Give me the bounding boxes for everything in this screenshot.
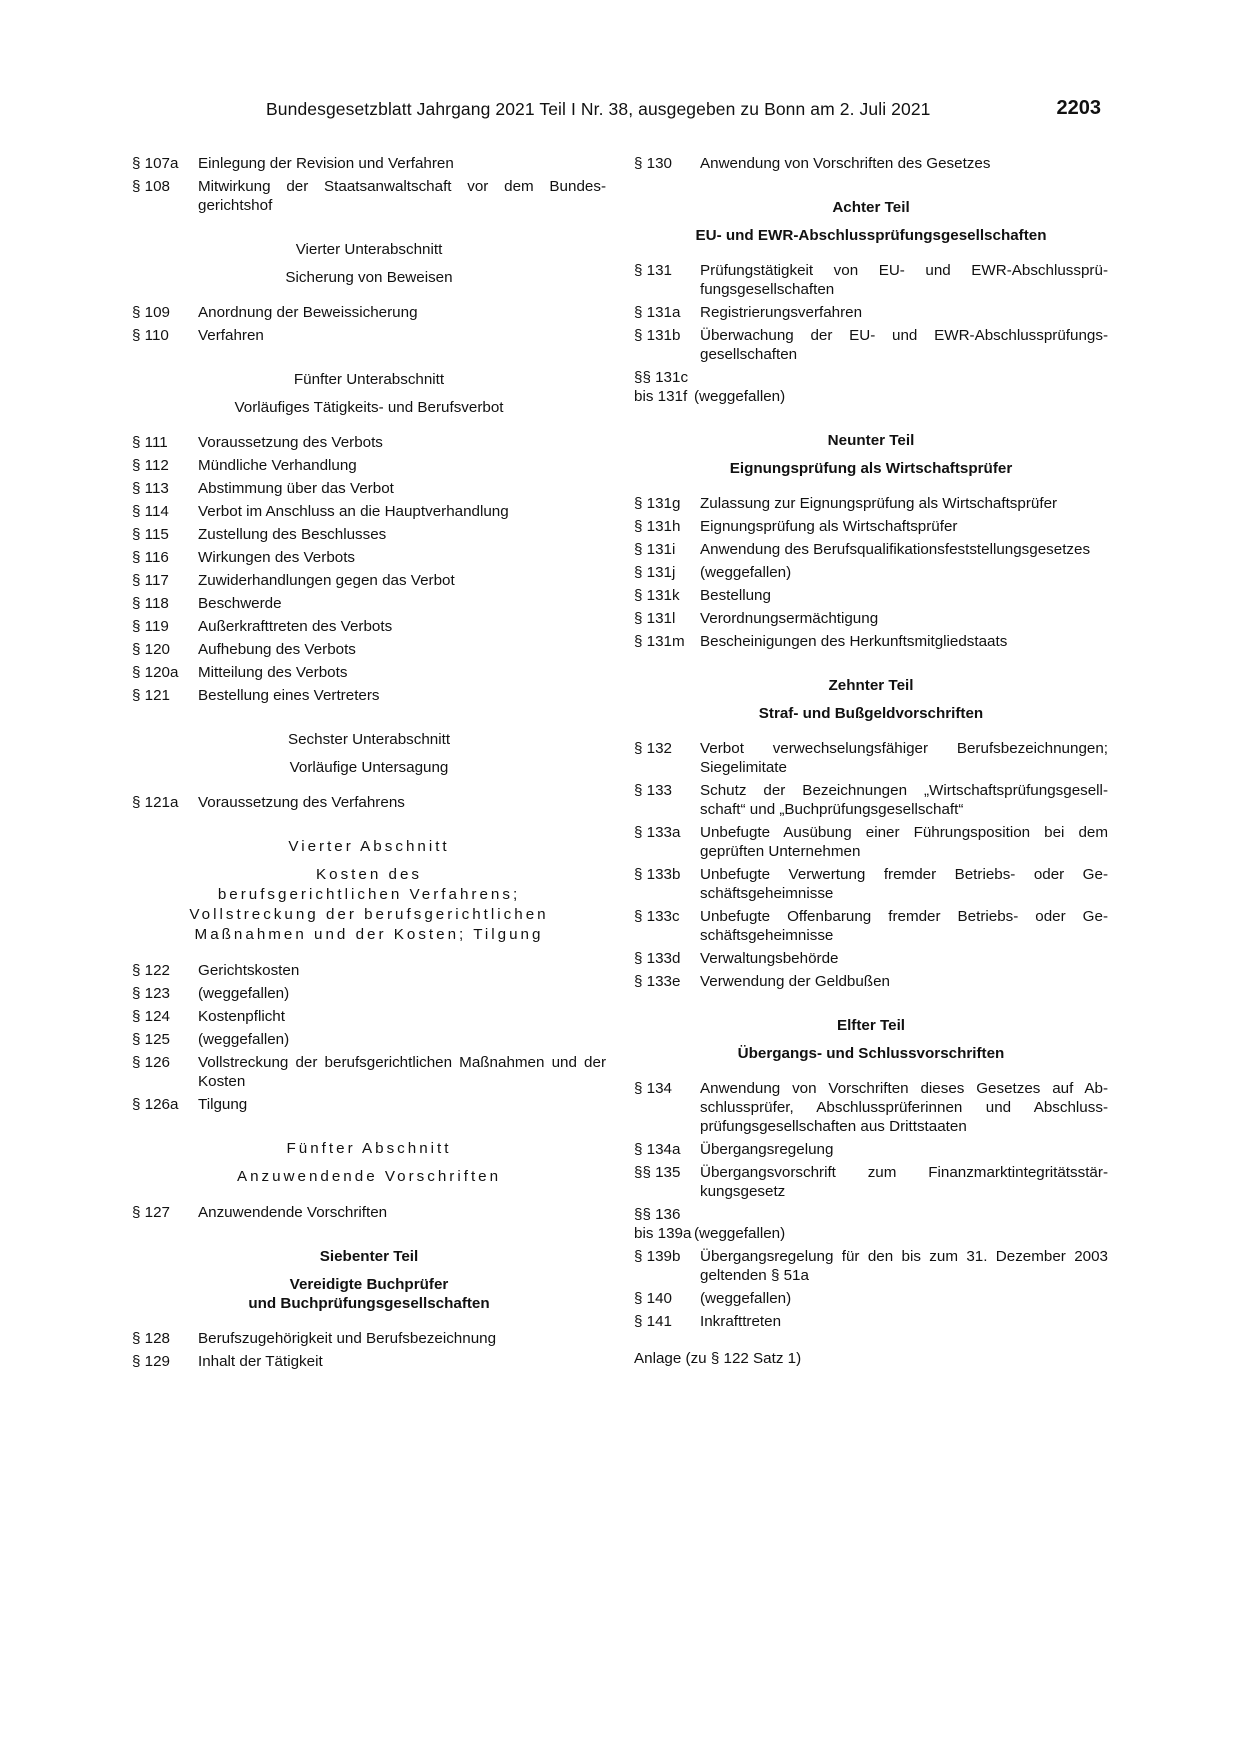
toc-group: [634, 1079, 1108, 1201]
part-title: Straf- und Bußgeldvorschriften: [758, 705, 984, 722]
section-title-text: Voraussetzung des Verbots: [198, 434, 383, 451]
toc-entry: [132, 525, 606, 544]
section-title-text: Zulassung zur Eignungsprüfung als Wirtschaftsprüfer: [700, 495, 1058, 512]
section-number: § 121a: [132, 794, 179, 811]
section-number: § 140: [634, 1290, 673, 1307]
section-number: § 131a: [634, 304, 681, 321]
section-number: § 134: [634, 1080, 673, 1097]
part-label: Zehnter Teil: [828, 677, 914, 694]
range-number: bis 139a: [634, 1225, 692, 1242]
section-number: § 131h: [634, 518, 681, 535]
section-number: § 117: [132, 572, 169, 589]
toc-entry: [634, 1140, 1108, 1159]
section-number: § 128: [132, 1330, 171, 1347]
part-title: Übergangs- und Schlussvorschriften: [737, 1045, 1005, 1062]
toc-entry: [132, 177, 606, 215]
section-title-text: Mündliche Verhandlung: [198, 457, 357, 474]
subsection-label: Sechster Unterabschnitt: [287, 731, 451, 748]
toc-entry: [634, 739, 1108, 777]
section-title-text: Registrierungsverfahren: [700, 304, 863, 321]
toc-entry: [634, 972, 1108, 991]
section-title-text: Tilgung: [198, 1096, 248, 1113]
section-title-text: Verordnungsermächtigung: [700, 610, 879, 627]
section-number: § 131j: [634, 564, 676, 581]
section-number: § 133a: [634, 824, 681, 841]
section-title-text: Anwendung von Vorschriften des Gesetzes: [700, 155, 991, 172]
toc-entry: [132, 456, 606, 475]
section-title-text: Mitteilung des Verbots: [198, 664, 348, 681]
section-title-text: Schutz der Bezeichnungen „Wirtschaftsprüfungsgesellschaft“ und „Buchprüfungsgesellschaft“: [700, 782, 1108, 818]
section-title-text: Übergangsregelung: [700, 1141, 834, 1158]
toc-entry: [634, 494, 1108, 513]
section-title-text: Eignungsprüfung als Wirtschaftsprüfer: [700, 518, 958, 535]
subsection-title: Vorläufiges Tätigkeits- und Berufsverbot: [234, 399, 504, 416]
toc-group: [634, 261, 1108, 364]
toc-entry: [634, 907, 1108, 945]
section-number: § 126: [132, 1054, 171, 1071]
section-number: § 131: [634, 262, 673, 279]
section-number: § 139b: [634, 1248, 681, 1265]
section-title-text: Außerkrafttreten des Verbots: [198, 618, 393, 635]
section-title-text: (weggefallen): [700, 564, 792, 581]
section-number: § 133e: [634, 973, 681, 990]
range-text: (weggefallen): [694, 388, 786, 405]
section-number: § 109: [132, 304, 171, 321]
section-number: §§ 135: [634, 1164, 681, 1181]
page-number: 2203: [1056, 97, 1101, 119]
section-title-text: Einlegung der Revision und Verfahren: [198, 155, 454, 172]
section-title-text: Zuwiderhandlungen gegen das Verbot: [198, 572, 455, 589]
section-number: § 131i: [634, 541, 676, 558]
section-number: § 110: [132, 327, 169, 344]
section-number: § 119: [132, 618, 169, 635]
section-title-text: Unbefugte Ausübung einer Führungsposition bei dem geprüften Unternehmen: [700, 824, 1108, 860]
section-title-text: Bestellung eines Vertreters: [198, 687, 380, 704]
subsection-title: Sicherung von Beweisen: [285, 269, 453, 286]
toc-entry: [132, 154, 606, 173]
toc-entry: [132, 571, 606, 590]
section-number: § 125: [132, 1031, 171, 1048]
part-title-line: Vereidigte Buchprüfer: [289, 1276, 449, 1293]
section-number: § 127: [132, 1204, 171, 1221]
section-title-text: Unbefugte Offenbarung fremder Betriebs- oder Geschäftsgeheimnisse: [700, 908, 1108, 944]
section-title-text: Aufhebung des Verbots: [198, 641, 356, 658]
section-number: § 111: [132, 434, 168, 451]
section-title-text: Berufszugehörigkeit und Berufsbezeichnung: [198, 1330, 497, 1347]
annex-reference: Anlage (zu § 122 Satz 1): [634, 1350, 802, 1367]
toc-entry: [634, 781, 1108, 819]
section-number: § 133b: [634, 866, 681, 883]
toc-entry: [634, 865, 1108, 903]
section-number: § 134a: [634, 1141, 681, 1158]
page-header: [0, 99, 1241, 125]
section-title-text: Übergangsregelung für den bis zum 31. Dezember 2003 geltenden § 51a: [700, 1248, 1108, 1284]
section-label: Fünfter Abschnitt: [286, 1140, 452, 1157]
range-text: (weggefallen): [694, 1225, 786, 1242]
section-title-text: Anzuwendende Vorschriften: [198, 1204, 388, 1221]
section-number: § 116: [132, 549, 169, 566]
section-number: § 131b: [634, 327, 681, 344]
section-number: § 107a: [132, 155, 179, 172]
section-number: § 131m: [634, 633, 685, 650]
toc-entry: [634, 326, 1108, 364]
section-title-text: (weggefallen): [700, 1290, 792, 1307]
section-title-line: berufsgerichtlichen Verfahrens;: [217, 886, 521, 903]
section-title-text: Verwaltungsbehörde: [700, 950, 839, 967]
toc-entry: [634, 823, 1108, 861]
section-number: § 112: [132, 457, 169, 474]
section-title-text: Verwendung der Geldbußen: [700, 973, 890, 990]
toc-entry: [132, 1352, 606, 1371]
toc-entry: [132, 433, 606, 452]
toc-entry: [132, 303, 606, 322]
toc-entry: [132, 617, 606, 636]
toc-group: [634, 494, 1108, 651]
toc-group: [634, 1247, 1108, 1331]
section-number: § 129: [132, 1353, 171, 1370]
section-title-text: Verfahren: [198, 327, 264, 344]
section-number: § 131k: [634, 587, 680, 604]
section-title-text: Prüfungstätigkeit von EU- und EWR-Abschlussprüfungsgesellschaften: [700, 262, 1108, 298]
subsection-label: Fünfter Unterabschnitt: [293, 371, 445, 388]
toc-entry: [132, 326, 606, 345]
part-title-line: und Buchprüfungsgesellschaften: [248, 1295, 490, 1312]
toc-entry: [634, 154, 1108, 173]
section-number: § 113: [132, 480, 169, 497]
part-label: Siebenter Teil: [319, 1248, 419, 1265]
section-number: § 133c: [634, 908, 680, 925]
section-title-text: (weggefallen): [198, 1031, 290, 1048]
section-title-text: Mitwirkung der Staatsanwaltschaft vor dem Bundesgerichtshof: [198, 178, 606, 214]
range-entry: [634, 1224, 1108, 1243]
toc-entry: [132, 1007, 606, 1026]
section-number: § 120a: [132, 664, 179, 681]
toc-entry: [132, 961, 606, 980]
toc-entry: [634, 1247, 1108, 1285]
part-label: Achter Teil: [832, 199, 910, 216]
toc-entry: [634, 261, 1108, 299]
section-number: § 114: [132, 503, 169, 520]
toc-entry: [634, 632, 1108, 651]
section-title-text: Bescheinigungen des Herkunftsmitgliedstaats: [700, 633, 1008, 650]
toc-entry: [132, 1095, 606, 1114]
toc-entry: [634, 1079, 1108, 1136]
section-title-text: (weggefallen): [198, 985, 290, 1002]
toc-entry: [132, 984, 606, 1003]
section-number: § 131l: [634, 610, 676, 627]
toc-entry: [634, 540, 1108, 559]
section-title-text: Anwendung von Vorschriften dieses Gesetzes auf Abschlussprüfer, Abschlussprüferinnen und Abschlussprüfungsgesellschaften aus Drittstaaten: [700, 1080, 1108, 1135]
range-entry: [634, 387, 1108, 406]
section-number: § 124: [132, 1008, 171, 1025]
toc-entry: [132, 686, 606, 705]
toc-entry: [132, 640, 606, 659]
section-title-line: Maßnahmen und der Kosten; Tilgung: [194, 926, 544, 943]
toc-entry: [132, 1030, 606, 1049]
toc-entry: [132, 1329, 606, 1348]
subsection-title: Vorläufige Untersagung: [289, 759, 449, 776]
section-title-line: Vollstreckung der berufsgerichtlichen: [189, 906, 549, 923]
toc-entry: [132, 1203, 606, 1222]
section-title-line: Kosten des: [316, 866, 422, 883]
toc-entry: [634, 609, 1108, 628]
toc-entry: [132, 663, 606, 682]
toc-entry: [634, 303, 1108, 322]
section-title-text: Wirkungen des Verbots: [198, 549, 356, 566]
section-title-text: Beschwerde: [198, 595, 282, 612]
toc-entry: [132, 548, 606, 567]
right-column: [634, 154, 1108, 1368]
section-number: § 131g: [634, 495, 681, 512]
gazette-title: Bundesgesetzblatt Jahrgang 2021 Teil I Nr. 38, ausgegeben zu Bonn am 2. Juli 2021: [266, 99, 931, 119]
toc-entry: [132, 793, 606, 812]
section-number: § 108: [132, 178, 171, 195]
section-title-text: Abstimmung über das Verbot: [198, 480, 394, 497]
part-title: Eignungsprüfung als Wirtschaftsprüfer: [729, 460, 1013, 477]
section-number: § 133d: [634, 950, 681, 967]
section-number: § 122: [132, 962, 171, 979]
toc-entry: [634, 949, 1108, 968]
section-number: § 133: [634, 782, 673, 799]
range-number: bis 131f: [634, 388, 688, 405]
toc-group: [634, 739, 1108, 991]
section-title-text: Anordnung der Beweissicherung: [198, 304, 418, 321]
section-number: § 130: [634, 155, 673, 172]
toc-group: [132, 961, 606, 1114]
section-number: § 141: [634, 1313, 673, 1330]
toc-group: [132, 154, 606, 215]
section-title-text: Verbot verwechselungsfähiger Berufsbezeichnungen; Siegelimitate: [700, 740, 1108, 776]
range-entry-line: §§ 131c: [634, 369, 689, 386]
section-number: § 123: [132, 985, 171, 1002]
section-title-text: Unbefugte Verwertung fremder Betriebs- oder Geschäftsgeheimnisse: [700, 866, 1108, 902]
section-number: § 115: [132, 526, 169, 543]
section-title-text: Bestellung: [700, 587, 771, 604]
subsection-label: Vierter Unterabschnitt: [295, 241, 443, 258]
section-number: § 121: [132, 687, 171, 704]
section-title-text: Inkrafttreten: [700, 1313, 782, 1330]
section-number: § 126a: [132, 1096, 179, 1113]
section-number: § 132: [634, 740, 673, 757]
toc-group: [132, 793, 606, 812]
toc-entry: [132, 479, 606, 498]
toc-entry: [634, 1312, 1108, 1331]
toc-entry: [132, 1053, 606, 1091]
section-title-text: Gerichtskosten: [198, 962, 300, 979]
part-label: Elfter Teil: [836, 1017, 906, 1034]
section-title-text: Kostenpflicht: [198, 1008, 285, 1025]
section-title: Anzuwendende Vorschriften: [236, 1168, 502, 1185]
toc-entry: [132, 594, 606, 613]
toc-group: [132, 1329, 606, 1371]
range-entry-line: §§ 136: [634, 1206, 681, 1223]
section-label: Vierter Abschnitt: [288, 838, 450, 855]
part-title: EU- und EWR-Abschlussprüfungsgesellschaften: [695, 227, 1047, 244]
part-label: Neunter Teil: [827, 432, 915, 449]
left-column: [132, 154, 606, 1375]
toc-entry: [132, 502, 606, 521]
toc-group: [132, 433, 606, 705]
toc-entry: [634, 1289, 1108, 1308]
section-title-text: Überwachung der EU- und EWR-Abschlussprüfungsgesellschaften: [700, 327, 1108, 363]
toc-entry: [634, 517, 1108, 536]
section-title-text: Inhalt der Tätigkeit: [198, 1353, 323, 1370]
toc-entry: [634, 563, 1108, 582]
section-title-text: Übergangsvorschrift zum Finanzmarktintegritätsstärkungsgesetz: [700, 1164, 1108, 1200]
section-title-text: Vollstreckung der berufsgerichtlichen Maßnahmen und der Kosten: [198, 1054, 606, 1090]
toc-group: [132, 303, 606, 345]
toc-group: [132, 1203, 606, 1222]
section-number: § 120: [132, 641, 171, 658]
section-title-text: Zustellung des Beschlusses: [198, 526, 387, 543]
toc-entry: [634, 1163, 1108, 1201]
section-title-text: Voraussetzung des Verfahrens: [198, 794, 405, 811]
section-title-text: Anwendung des Berufsqualifikationsfeststellungsgesetzes: [700, 541, 1091, 558]
section-title-text: Verbot im Anschluss an die Hauptverhandlung: [198, 503, 509, 520]
toc-entry: [634, 586, 1108, 605]
toc-group: [634, 154, 1108, 173]
section-number: § 118: [132, 595, 169, 612]
